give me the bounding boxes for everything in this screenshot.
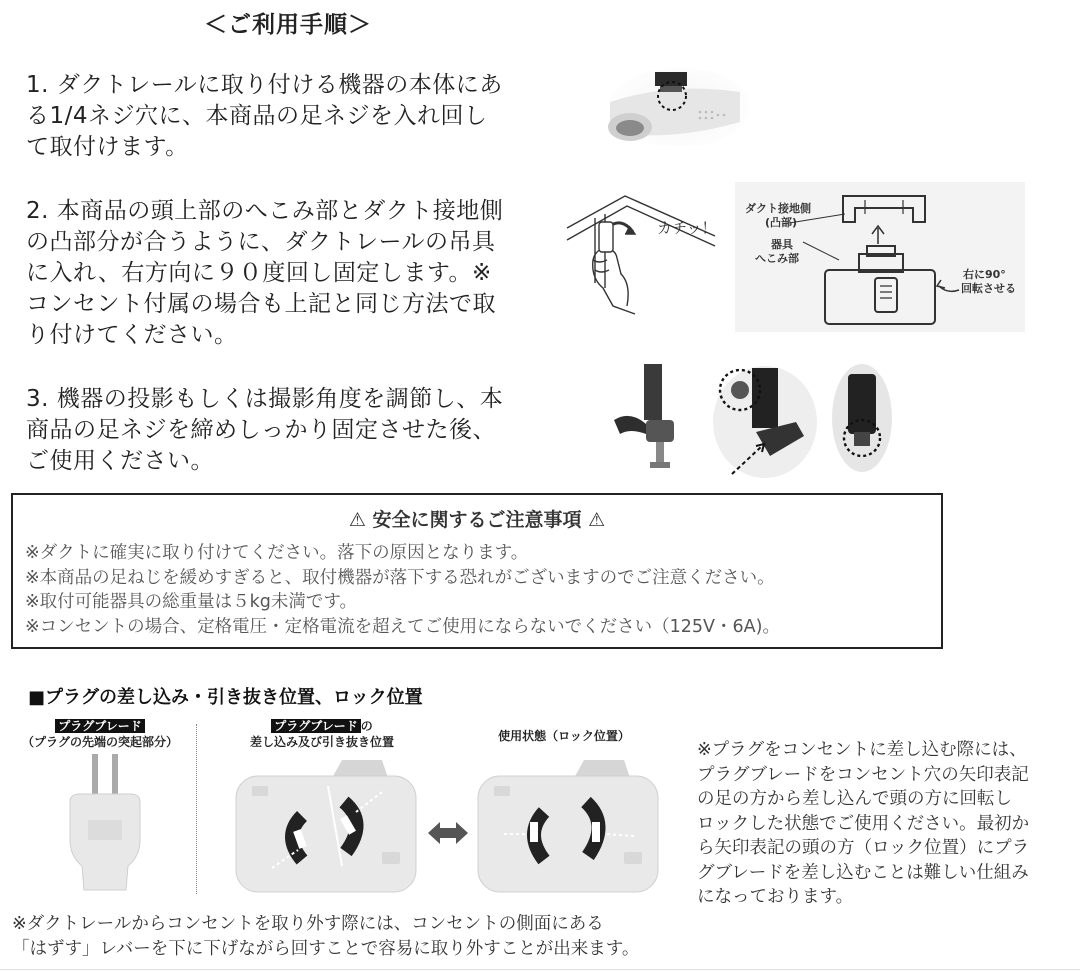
- step-1-line-3: て取付けます。: [26, 134, 189, 160]
- double-arrow-icon: [426, 820, 470, 846]
- removal-note-line-2: 「はずす」レバーを下に下げながら回すことで容易に取り外すことが出来ます。: [12, 939, 640, 959]
- notice-item: ※取付可能器具の総重量は５kg未満です。: [25, 592, 358, 612]
- plug-note-line: プラグブレードをコンセント穴の矢印表記: [697, 764, 1029, 785]
- step-1-line-2: る1/4ネジ穴に、本商品の足ネジを入れ回し: [26, 103, 488, 129]
- duct-ground-label: ダクト接地側: [745, 202, 811, 215]
- removal-note-line-1: ※ダクトレールからコンセントを取り外す際には、コンセントの側面にある: [12, 914, 604, 934]
- plug-note-line: ロックした状態でご使用ください。最初か: [697, 813, 1030, 834]
- plug-blade-subcaption: （プラグの先端の突起部分）: [21, 735, 178, 749]
- outlet-insert-image: [232, 756, 422, 896]
- notice-item: ※コンセントの場合、定格電圧・定格電流を超えてご使用にならないでください（125V・6A)。: [25, 616, 780, 637]
- step-3-line-1: 3. 機器の投影もしくは撮影角度を調節し、本: [26, 386, 504, 412]
- step-2-alignment-diagram: [735, 182, 1025, 332]
- step-2-text: [26, 196, 556, 351]
- step-3-line-3: ご使用ください。: [26, 448, 214, 474]
- step-2-line-2: の凸部分が合うように、ダクトレールの吊具: [26, 229, 496, 255]
- bottom-border: [0, 969, 1080, 970]
- step-2-line-4: コンセント付属の場合も上記と同じ方法で取: [26, 291, 496, 317]
- plug-note-line: ※プラグをコンセントに差し込む際には、: [697, 740, 1027, 760]
- insert-position-subcaption: 差し込み及び引き抜き位置: [249, 735, 394, 749]
- rotate-label-2: 回転させる: [961, 282, 1016, 295]
- insert-caption-suffix: の: [360, 719, 373, 733]
- plug-blade-caption: [10, 718, 190, 750]
- step-1-line-1: 1. ダクトレールに取り付ける機器の本体にあ: [26, 72, 503, 98]
- plug-note-line: の足の方から差し込んで頭の方に回転し: [697, 789, 1012, 809]
- outlet-lock-image: [474, 756, 664, 896]
- concave-label: へこみ部: [755, 252, 799, 265]
- divider: [196, 724, 197, 894]
- step-3-line-2: 商品の足ネジを締めしっかり固定させた後、: [26, 417, 496, 443]
- convex-label: (凸部): [765, 216, 798, 229]
- rotate-label-1: 右に90°: [963, 268, 1006, 281]
- safety-notice-box: [11, 493, 943, 649]
- plug-note-line: ら矢印表記の頭の方（ロック位置）にプラ: [697, 838, 1030, 858]
- safety-notice-list: [25, 541, 780, 639]
- plug-note-line: になっております。: [697, 887, 854, 907]
- notice-item: ※ダクトに確実に取り付けてください。落下の原因となります。: [25, 543, 529, 563]
- plug-section-heading: ■プラグの差し込み・引き抜き位置、ロック位置: [28, 687, 423, 708]
- step-1-text: [26, 70, 556, 163]
- step-3-adjust-images: [600, 362, 900, 480]
- plug-image: [60, 750, 150, 895]
- step-2-line-1: 2. 本商品の頭上部のへこみ部とダクト接地側: [26, 198, 504, 224]
- device-label: 器具: [771, 238, 793, 251]
- page-title: ＜ご利用手順＞: [204, 12, 372, 38]
- notice-item: ※本商品の足ねじを緩めすぎると、取付機器が落下する恐れがございますのでご注意ください。: [25, 567, 775, 588]
- plug-note-line: グブレードを差し込むことは難しい仕組み: [697, 862, 1029, 883]
- step-3-text: [26, 384, 556, 477]
- removal-note: [12, 912, 639, 962]
- step-2-line-3: に入れ、右方向に９０度回し固定します。※: [26, 260, 492, 286]
- plug-insertion-note: [697, 738, 1069, 910]
- lock-position-caption: 使用状態（ロック位置）: [498, 729, 630, 743]
- click-label: カチッ！: [657, 219, 717, 237]
- step-1-projector-image: [600, 62, 750, 152]
- step-2-hand-diagram: [565, 188, 735, 318]
- plug-blade-highlight: プラグブレード: [55, 719, 145, 733]
- insert-position-caption: [222, 718, 422, 750]
- step-2-line-5: り付けてください。: [26, 322, 238, 348]
- insert-blade-highlight: プラグブレード: [271, 719, 361, 733]
- safety-notice-title: ⚠ 安全に関するご注意事項 ⚠: [348, 509, 606, 531]
